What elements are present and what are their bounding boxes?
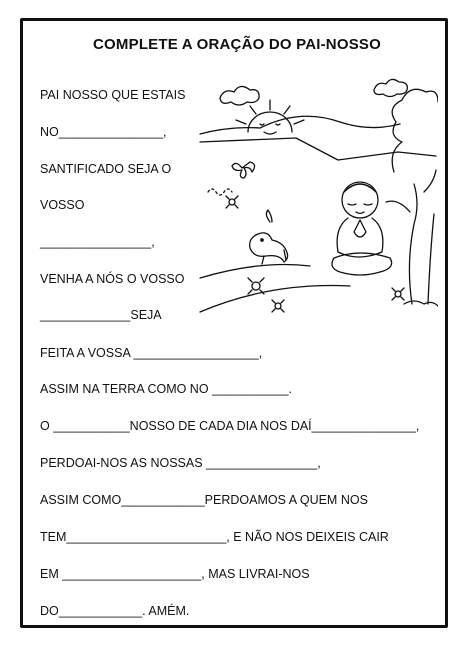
prayer-line-3: SANTIFICADO SEJA O (40, 162, 172, 176)
prayer-line-11: PERDOAI-NOS AS NOSSAS ________________, (40, 456, 321, 470)
prayer-line-7: _____________SEJA (40, 308, 162, 322)
prayer-line-8: FEITA A VOSSA __________________, (40, 346, 263, 360)
prayer-line-10: O ___________NOSSO DE CADA DIA NOS DAÍ_______________, (40, 419, 420, 433)
prayer-line-15: DO____________. AMÉM. (40, 604, 190, 618)
worksheet-title: COMPLETE A ORAÇÃO DO PAI-NOSSO (93, 36, 381, 53)
prayer-line-14: EM ____________________, MAS LIVRAI-NOS (40, 567, 310, 581)
prayer-line-4: VOSSO (40, 198, 85, 212)
prayer-line-9: ASSIM NA TERRA COMO NO ___________. (40, 382, 292, 396)
prayer-line-2: NO_______________, (40, 125, 167, 139)
prayer-line-5: ________________, (40, 235, 155, 249)
prayer-line-6: VENHA A NÓS O VOSSO (40, 272, 185, 286)
girl-praying-with-dog-icon (198, 72, 438, 318)
prayer-line-1: PAI NOSSO QUE ESTAIS (40, 88, 186, 102)
prayer-line-13: TEM_______________________, E NÃO NOS DEIXEIS CAIR (40, 530, 389, 544)
prayer-line-12: ASSIM COMO____________PERDOAMOS A QUEM NOS (40, 493, 368, 507)
